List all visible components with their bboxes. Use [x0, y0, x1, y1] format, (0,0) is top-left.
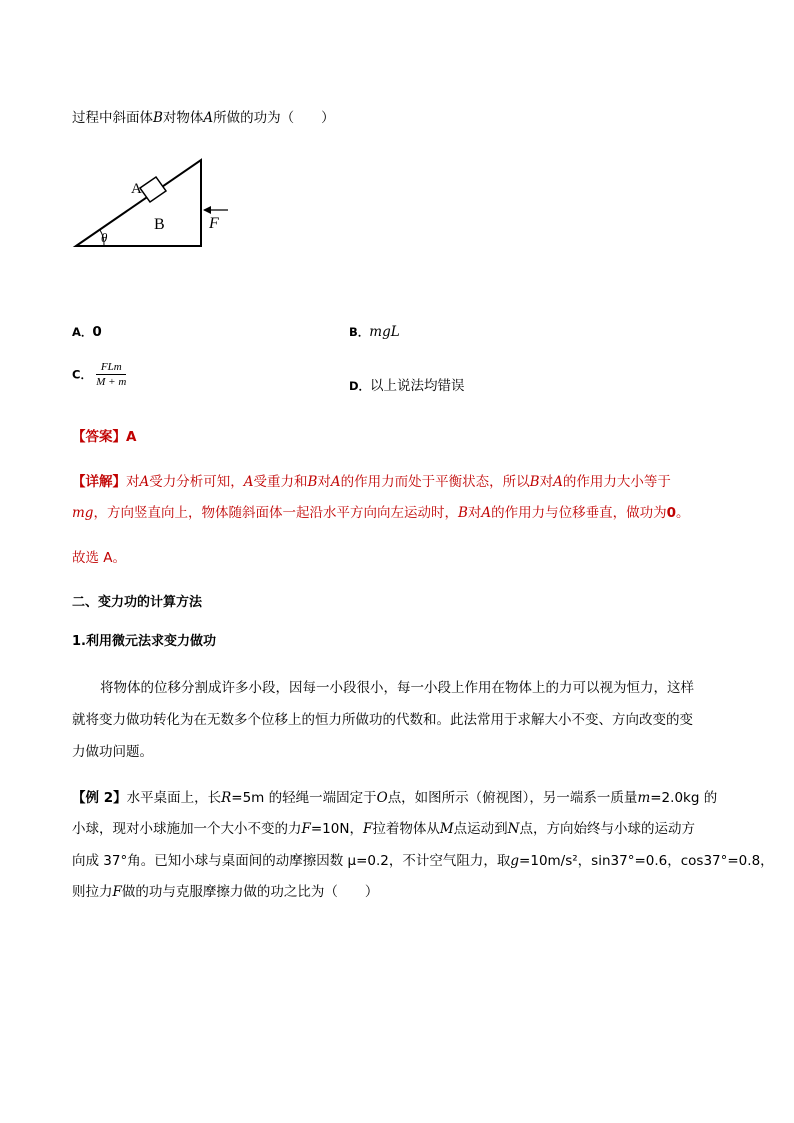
incline-triangle	[76, 160, 201, 246]
subsection-heading: 1.利用微元法求变力做功	[72, 634, 216, 649]
label-a: A	[131, 181, 142, 197]
answer: 【答案】A	[72, 429, 137, 445]
detail-conclusion: 故选 A。	[72, 550, 127, 566]
incline-figure	[70, 150, 240, 255]
example2-line-2: 小球，现对小球施加一个大小不变的力F=10N，F拉着物体从M点运动到N点，方向始终与小球的运动方	[72, 821, 695, 837]
paragraph-line-1: 将物体的位移分割成许多小段，因每一小段很小，每一小段上作用在物体上的力可以视为恒力，这样	[100, 680, 694, 696]
option-a: A．0	[72, 324, 102, 340]
paragraph-line-2: 就将变力做功转化为在无数多个位移上的恒力所做功的代数和。此法常用于求解大小不变、方向改变的变	[72, 712, 693, 728]
question-stem: 过程中斜面体B对物体A所做的功为（ ）	[72, 110, 335, 126]
force-arrowhead	[203, 206, 211, 214]
option-b: B．mgL	[349, 324, 400, 340]
paragraph-line-3: 力做功问题。	[72, 744, 153, 760]
option-c: C． $\frac{\text{FLm}}{M + m}$	[72, 361, 127, 388]
label-f: F	[209, 215, 219, 232]
label-b: B	[154, 216, 165, 233]
option-d: D．以上说法均错误	[349, 378, 465, 394]
section-heading: 二、变力功的计算方法	[72, 595, 203, 610]
detail-line-1: 【详解】对A受力分析可知，A受重力和B对A的作用力而处于平衡状态，所以B对A的作用力大小等于	[72, 474, 671, 490]
detail-line-2: mg，方向竖直向上，物体随斜面体一起沿水平方向向左运动时，B对A的作用力与位移垂直，做功为0。	[72, 505, 690, 521]
option-c-fraction: $\frac{\text{FLm}}{M + m}$	[96, 361, 127, 388]
example2-line-1: 【例 2】水平桌面上，长R=5m 的轻绳一端固定于O点，如图所示（俯视图），另一端系一质量m=2.0kg 的	[72, 790, 718, 806]
example2-line-4: 则拉力F做的功与克服摩擦力做的功之比为（ ）	[72, 884, 379, 900]
example2-line-3: 向成 37°角。已知小球与桌面间的动摩擦因数 μ=0.2，不计空气阻力，取g=10m/s²，sin37°=0.6，cos37°=0.8，	[72, 853, 774, 869]
label-theta: θ	[101, 230, 108, 245]
